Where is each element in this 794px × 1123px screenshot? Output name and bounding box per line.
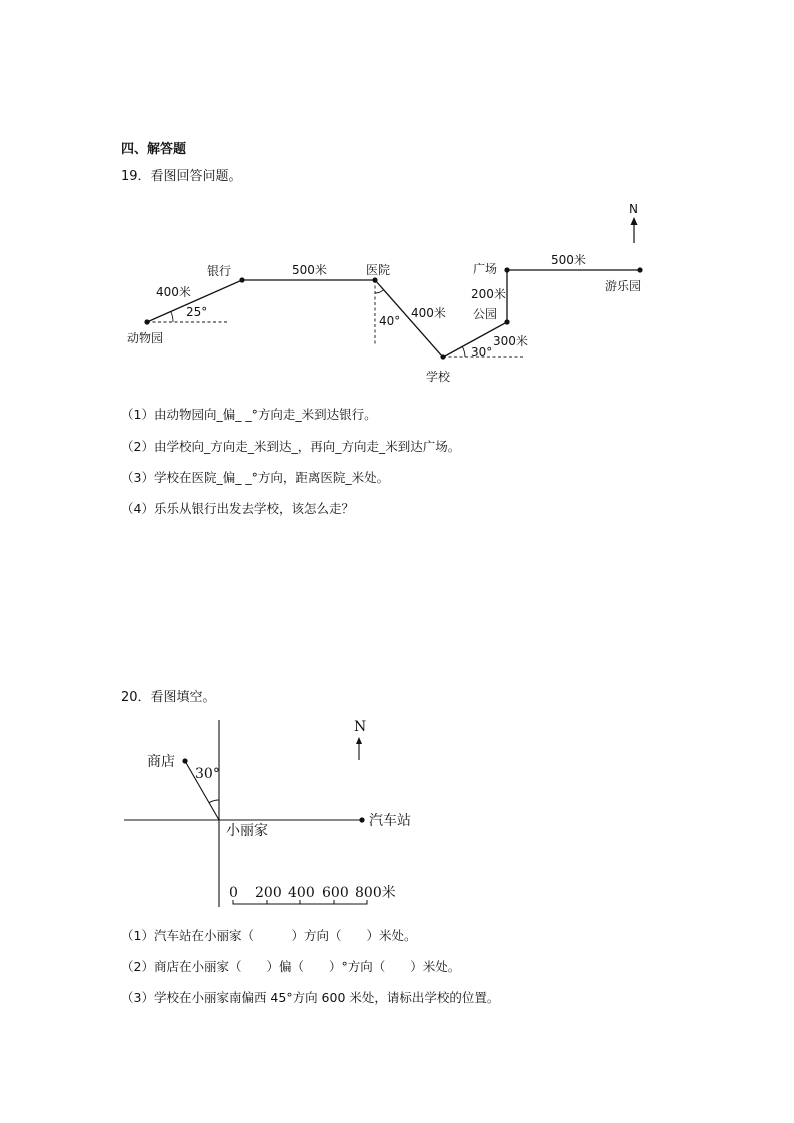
scale-label-0: 0 — [229, 885, 238, 901]
label-park: 公园 — [473, 307, 498, 321]
distance-school-park: 300米 — [493, 334, 528, 348]
zoo-angle-arc — [171, 312, 173, 323]
scale-label-600: 600 — [322, 885, 349, 901]
distance-square-amusement: 500米 — [551, 253, 586, 267]
angle-label-20: 30° — [195, 766, 220, 782]
label-amusement: 游乐园 — [605, 279, 642, 293]
question-19-item-3: （3）学校在医院_偏_ _°方向，距离医院_米处。 — [121, 470, 390, 485]
hospital-angle-arc — [375, 290, 384, 293]
question-19-item-4: （4）乐乐从银行出发去学校，该怎么走？ — [121, 501, 354, 516]
park-point — [504, 319, 509, 324]
label-zoo: 动物园 — [127, 331, 164, 345]
square-point — [504, 267, 509, 272]
bus-station-point — [359, 817, 364, 822]
north-label-20: N — [354, 719, 367, 735]
distance-bank-hospital: 500米 — [292, 263, 327, 277]
amusement-point — [637, 267, 642, 272]
label-shop: 商店 — [147, 754, 175, 770]
school-point — [440, 354, 445, 359]
question-20-item-1: （1）汽车站在小丽家（ ）方向（ ）米处。 — [121, 928, 417, 943]
angle-hospital: 40° — [379, 314, 401, 328]
label-bus-station: 汽车站 — [369, 813, 411, 829]
north-arrow-icon — [631, 217, 638, 243]
north-arrow-icon — [356, 737, 362, 760]
question-19-title: 19．看图回答问题。 — [121, 169, 242, 184]
bank-point — [239, 277, 244, 282]
question-19-item-2: （2）由学校向_方向走_米到达_，再向_方向走_米到达广场。 — [121, 439, 461, 454]
hospital-point — [372, 277, 377, 282]
question-19-item-1: （1）由动物园向_偏_ _°方向走_米到达银行。 — [121, 407, 377, 422]
north-label-19: N — [629, 202, 638, 216]
distance-zoo-bank: 400米 — [156, 285, 191, 299]
distance-hospital-school: 400米 — [411, 306, 446, 320]
scale-label-800: 800米 — [355, 885, 396, 901]
question-20-title: 20．看图填空。 — [121, 690, 216, 705]
angle-school: 30° — [471, 345, 493, 359]
direction-map-20 — [0, 710, 794, 910]
question-20-item-3: （3）学校在小丽家南偏西 45°方向 600 米处，请标出学校的位置。 — [121, 990, 500, 1005]
label-hospital: 医院 — [366, 263, 391, 277]
scale-label-200: 200 — [255, 885, 282, 901]
label-bank: 银行 — [207, 264, 232, 278]
question-20-item-2: （2）商店在小丽家（ ）偏（ ）°方向（ ）米处。 — [121, 959, 461, 974]
school-angle-arc — [462, 346, 465, 357]
angle-zoo: 25° — [186, 305, 208, 319]
shop-angle-arc — [209, 800, 219, 803]
section-title: 四、解答题 — [121, 142, 187, 157]
route-map-19 — [0, 195, 794, 390]
distance-park-square: 200米 — [471, 287, 506, 301]
label-school: 学校 — [426, 370, 451, 384]
scale-label-400: 400 — [288, 885, 315, 901]
label-square: 广场 — [473, 262, 498, 276]
zoo-point — [144, 319, 149, 324]
shop-point — [182, 758, 187, 763]
label-home: 小丽家 — [226, 823, 268, 839]
